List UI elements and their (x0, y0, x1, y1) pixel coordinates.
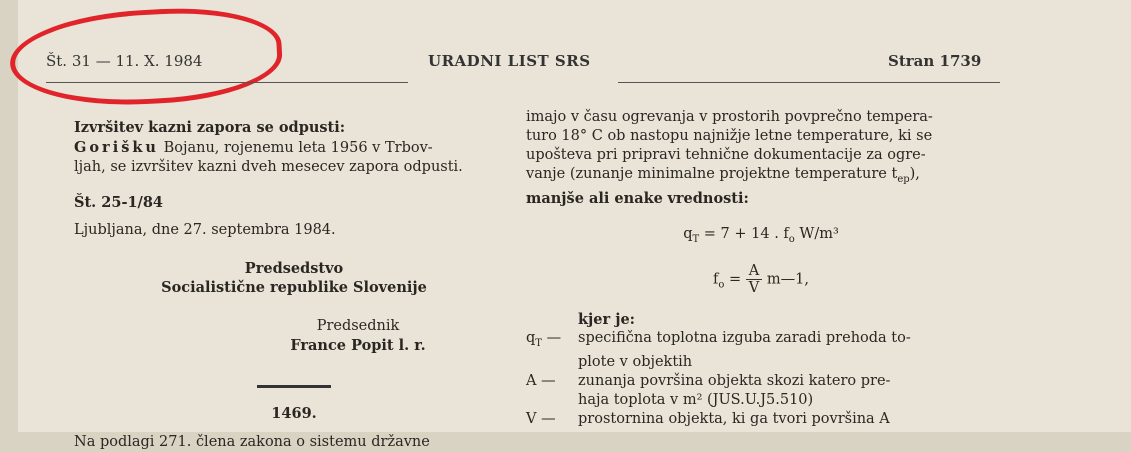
pardon-line-2: ljah, se izvršitev kazni dveh mesecev zapora odpusti. (74, 159, 463, 175)
where-label: kjer je: (578, 310, 636, 328)
right-column (526, 108, 996, 429)
pardon-heading: Izvršitev kazni zapora se odpusti: (74, 119, 346, 136)
section-divider (74, 385, 514, 388)
header-rule-left (46, 82, 408, 83)
header-rule-right (618, 82, 1000, 83)
definition-symbol: A — (526, 372, 556, 389)
item-number: 1469. (271, 405, 317, 422)
formula-shape-factor: $f_o$ = $\frac{A}{V}$ m—1, (713, 262, 809, 296)
definition-item (526, 372, 996, 391)
fraction: $\frac{A}{V}$ (746, 263, 762, 296)
definition-text: prostornina objekta, ki ga tvori površina A (578, 410, 890, 427)
definition-text: specifična toplotna izguba zaradi prehoda to- (578, 329, 911, 346)
formula-heat-loss: $q_T = 7 + 14$ . $f_o$ W/m³ (683, 225, 839, 245)
document-number: Št. 25-1/84 (74, 194, 164, 211)
definition-symbol: V — (526, 410, 556, 427)
definition-symbol: $q_T$ — (526, 329, 562, 349)
definition-item (526, 391, 996, 410)
signatory-title: Predsednik (316, 318, 400, 334)
definition-text: haja toplota v m² (JUS.U.J5.510) (578, 391, 814, 408)
person-name: Gorišku (74, 139, 159, 156)
definition-item (526, 353, 996, 372)
definition-item (526, 410, 996, 429)
paragraph-line: vanje (zunanje minimalne projektne temperature $t_{ep}$), (526, 166, 920, 185)
definitions-list (526, 329, 996, 429)
definition-item (526, 329, 996, 353)
definition-text: plote v objektih (578, 353, 693, 370)
definition-symbol (526, 353, 578, 372)
issuing-body-line-1: Predsedstvo (244, 260, 344, 277)
paragraph-line: imajo v času ogrevanja v prostorih povprečno tempera- (526, 109, 933, 125)
paragraph-line: turo 18° C ob nastopu najnižje letne temperature, ki se (526, 128, 933, 144)
definition-text: zunanja površina objekta skozi katero pre- (578, 372, 891, 389)
issuing-body-line-2: Socialistične republike Slovenije (161, 279, 427, 296)
place-date: Ljubljana, dne 27. septembra 1984. (74, 222, 336, 238)
definition-symbol (526, 391, 578, 410)
left-column (74, 118, 514, 452)
paragraph-line: manjše ali enake vrednosti: (526, 189, 749, 207)
document-page (18, 0, 1131, 450)
header-publication-title: URADNI LIST SRS (428, 52, 591, 70)
paragraph-line: upošteva pri pripravi tehnične dokumentacije za ogre- (526, 147, 926, 163)
header-page-number: Stran 1739 (888, 52, 982, 70)
cut-off-line: Na podlagi 271. člena zakona o sistemu državne (74, 434, 430, 450)
header-issue-date: Št. 31 — 11. X. 1984 (46, 52, 203, 70)
pardon-line-1: Gorišku Bojanu, rojenemu leta 1956 v Trbov- (74, 139, 433, 156)
signatory-name: France Popit l. r. (290, 337, 426, 354)
